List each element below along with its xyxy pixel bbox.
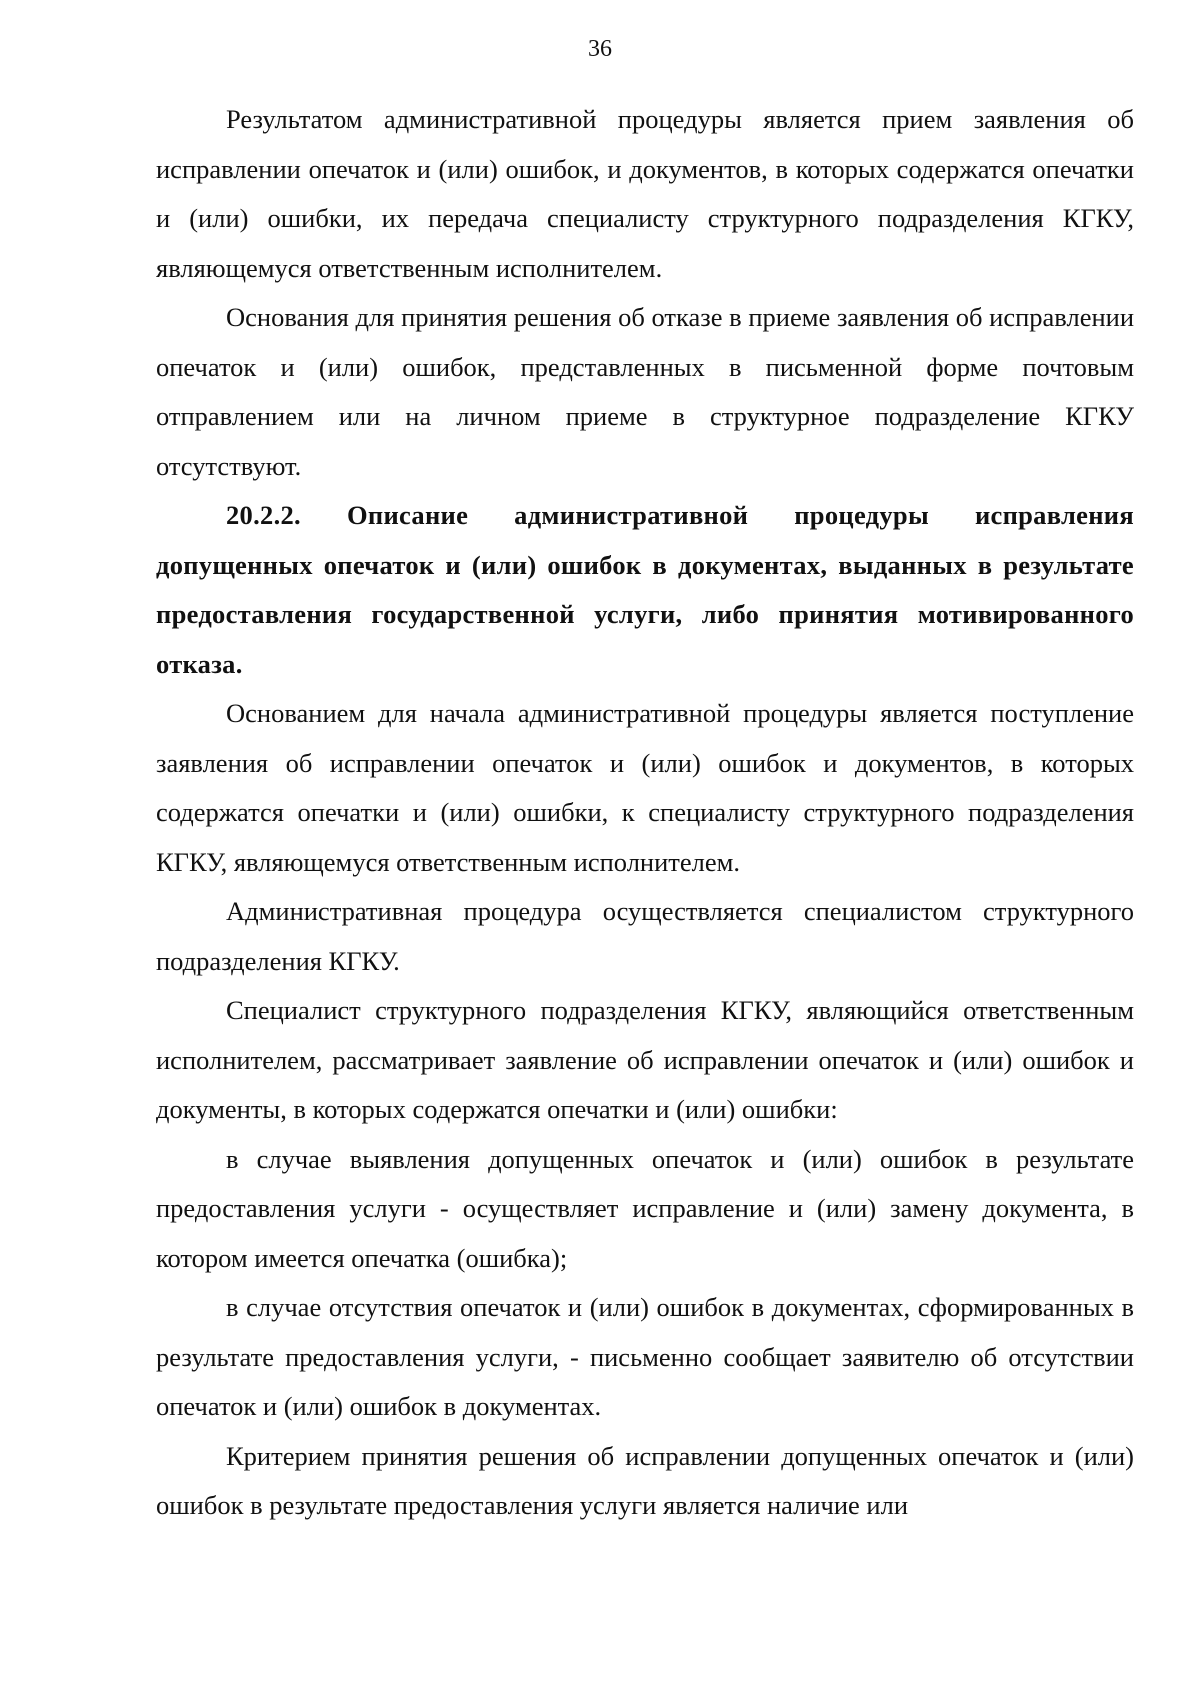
paragraph-case-errors-found: в случае выявления допущенных опечаток и (или) ошибок в результате предоставления услуги - осуществляет исправление и (или) замену документа, в котором имеется опечатка (ошибка); [156, 1143, 1134, 1273]
document-body [156, 95, 1134, 1531]
paragraph-procedure-result: Результатом административной процедуры является прием заявления об исправлении опечаток и (или) ошибок, и документов, в которых содержатся опечатки и (или) ошибки, их передача специалисту структурного подразделения КГКУ, являющемуся ответственным исполнителем. [156, 104, 1134, 283]
paragraph-case-no-errors: в случае отсутствия опечаток и (или) ошибок в документах, сформированных в результате предоставления услуги, - письменно сообщает заявителю об отсутствии опечаток и (или) ошибок в документах. [156, 1292, 1134, 1421]
paragraph-procedure-executor: Административная процедура осуществляется специалистом структурного подразделения КГКУ. [156, 896, 1134, 976]
paragraph-procedure-start: Основанием для начала административной процедуры является поступление заявления об исправлении опечаток и (или) ошибок и документов, в которых содержатся опечатки и (или) ошибки, к специалисту структурного подразделения КГКУ, являющемуся ответственным исполнителем. [156, 698, 1134, 877]
section-heading-20-2-2: 20.2.2. Описание административной процедуры исправления допущенных опечаток и (или) ошибок в документах, выданных в результате предоставления государственной услуги, либо принятия мотивированного отказа. [156, 500, 1134, 679]
paragraph-specialist-review: Специалист структурного подразделения КГКУ, являющийся ответственным исполнителем, рассматривает заявление об исправлении опечаток и (или) ошибок и документы, в которых содержатся опечатки и (или) ошибки: [156, 995, 1134, 1124]
paragraph-refusal-grounds: Основания для принятия решения об отказе в приеме заявления об исправлении опечаток и (или) ошибок, представленных в письменной форме почтовым отправлением или на личном приеме в структурное подразделение КГКУ отсутствуют. [156, 302, 1134, 481]
page-number: 36 [588, 36, 612, 62]
paragraph-decision-criterion: Критерием принятия решения об исправлении допущенных опечаток и (или) ошибок в результате предоставления услуги является наличие или [156, 1440, 1134, 1520]
